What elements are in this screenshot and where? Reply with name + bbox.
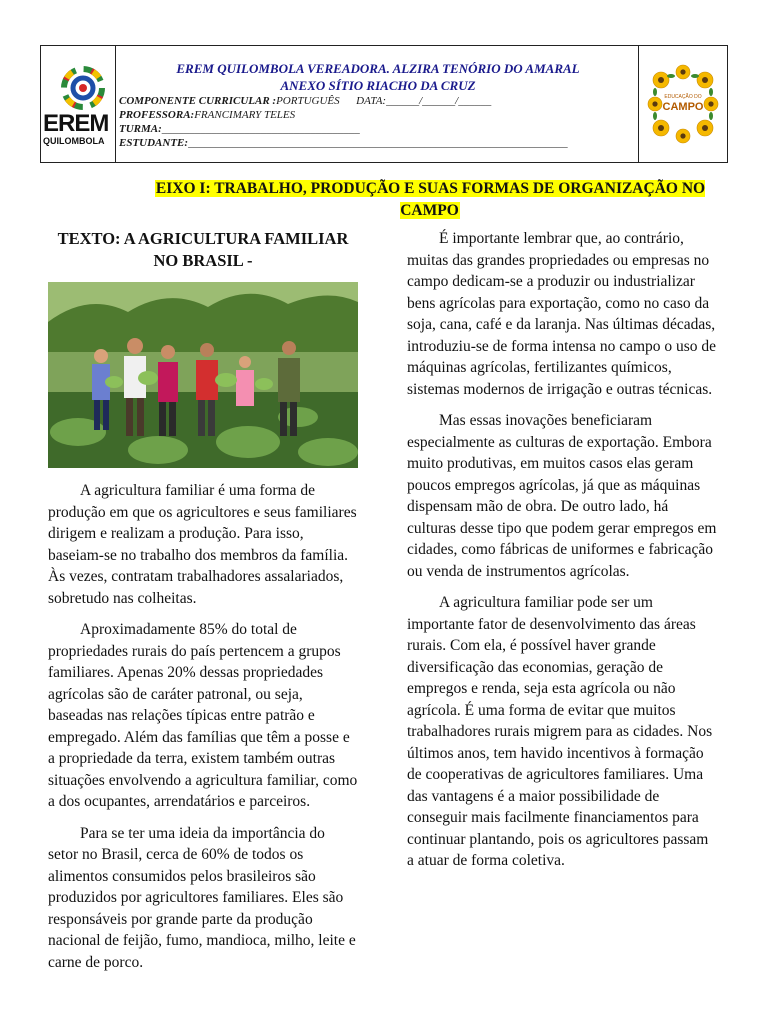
left-paragraph-1: A agricultura familiar é uma forma de produção em que os agricultores e seus familiares dirigem e realizam a produção. Para isso, baseiam-se no trabalho dos membros da família. Às vezes, contratam trabalhadores assalariados, sobretudo nas colheitas. bbox=[48, 482, 357, 607]
school-annex: ANEXO SÍTIO RIACHO DA CRUZ bbox=[280, 78, 476, 93]
turma-label: TURMA: bbox=[119, 123, 162, 135]
componente-value: PORTUGUÊS bbox=[276, 95, 340, 107]
componente-label: COMPONENTE CURRICULAR : bbox=[119, 95, 277, 107]
professora-value: FRANCIMARY TELES bbox=[194, 109, 296, 121]
erem-logo-wheel-icon bbox=[61, 66, 105, 110]
left-paragraph-3: Para se ter uma ideia da importância do setor no Brasil, cerca de 60% de todos os alimentos consumidos pelos brasileiros são produzidos por agricultores familiares. Eles são responsáveis por grande parte da produção nacional de feijão, fumo, mandioca, milho, leite e carne de porco. bbox=[48, 824, 356, 971]
header-box bbox=[40, 45, 728, 163]
right-paragraph-3: A agricultura familiar pode ser um importante fator de desenvolvimento das áreas rurais. Com ela, é possível haver grande diversificação das economias, geração de empregos e renda, seja esta agrícola ou não agrícola. É uma forma de evitar que muitos trabalhadores rurais migrem para as cidades. Nos últimos anos, tem havido incentivos à formação de cooperativas de agricultores familiares. Uma das vantagens é a maior possibilidade de conseguir mais facilmente financiamentos para continuar plantando, pois os agricultores passam a atuar de forma coletiva. bbox=[407, 594, 713, 869]
sunflower-wreath-icon bbox=[647, 64, 719, 144]
professora-line bbox=[119, 109, 295, 121]
estudante-label: ESTUDANTE: bbox=[119, 137, 189, 149]
eixo-title-text: EIXO I: TRABALHO, PRODUÇÃO E SUAS FORMAS DE ORGANIZAÇÃO NO CAMPO bbox=[155, 180, 706, 219]
erem-logo-text: EREM bbox=[43, 110, 109, 137]
professora-label: PROFESSORA: bbox=[119, 109, 195, 121]
left-paragraph-2: Aproximadamente 85% do total de propriedades rurais do país pertencem a grupos familiares. Apenas 20% dessas propriedades agrícolas são de caráter patronal, ou seja, baseadas nas relações típicas entre patrão e empregado. Além das famílias que têm a posse e a propriedade da terra, existem também outras situações envolvendo a agricultura familiar, como a dos ocupantes, arrendatários e parceiros. bbox=[48, 621, 358, 810]
erem-logo-subtext: QUILOMBOLA bbox=[43, 136, 105, 146]
family-farmers-photo bbox=[48, 282, 358, 468]
right-paragraph-2: Mas essas inovações beneficiaram especialmente as culturas de exportação. Embora muito produtivas, em muitos casos elas geram poucos empregos agrícolas, já que as máquinas dispensam mão de obra. De outro lado, há culturas desse tipo que podem gerar empregos em cidades, como fábricas de uniformes e fabricação ou venda de instrumentos agrícolas. bbox=[407, 412, 717, 580]
turma-blank: ____________________________________ bbox=[161, 123, 360, 135]
turma-line bbox=[119, 123, 360, 135]
text-heading: TEXTO: A AGRICULTURA FAMILIAR NO BRASIL - bbox=[57, 229, 349, 270]
right-column bbox=[407, 228, 719, 882]
data-field: DATA:______/______/______ bbox=[356, 95, 492, 107]
estudante-line bbox=[119, 137, 568, 149]
right-paragraph-1: É importante lembrar que, ao contrário, muitas das grandes propriedades ou empresas no campo dedicam-se a produzir ou industrializar bens agrícolas para exportação, como no caso da soja, cana, café e da laranja. Nas últimas décadas, introduziu-se de forma intensa no campo o uso de máquinas agrícolas, fertilizantes químicos, sistemas modernos de irrigação e outras técnicas. bbox=[407, 230, 717, 398]
estudante-blank: _____________________________________________________________________ bbox=[188, 137, 568, 149]
campo-logo-small-text: EDUCAÇÃO DO bbox=[664, 94, 702, 100]
left-column bbox=[48, 228, 358, 983]
educacao-do-campo-logo bbox=[638, 46, 727, 162]
erem-logo bbox=[41, 46, 116, 162]
componente-line bbox=[119, 95, 491, 107]
school-name: EREM QUILOMBOLA VEREADORA. ALZIRA TENÓRIO DO AMARAL bbox=[176, 61, 580, 76]
eixo-title bbox=[150, 178, 710, 222]
campo-logo-main-text: CAMPO bbox=[662, 101, 704, 113]
